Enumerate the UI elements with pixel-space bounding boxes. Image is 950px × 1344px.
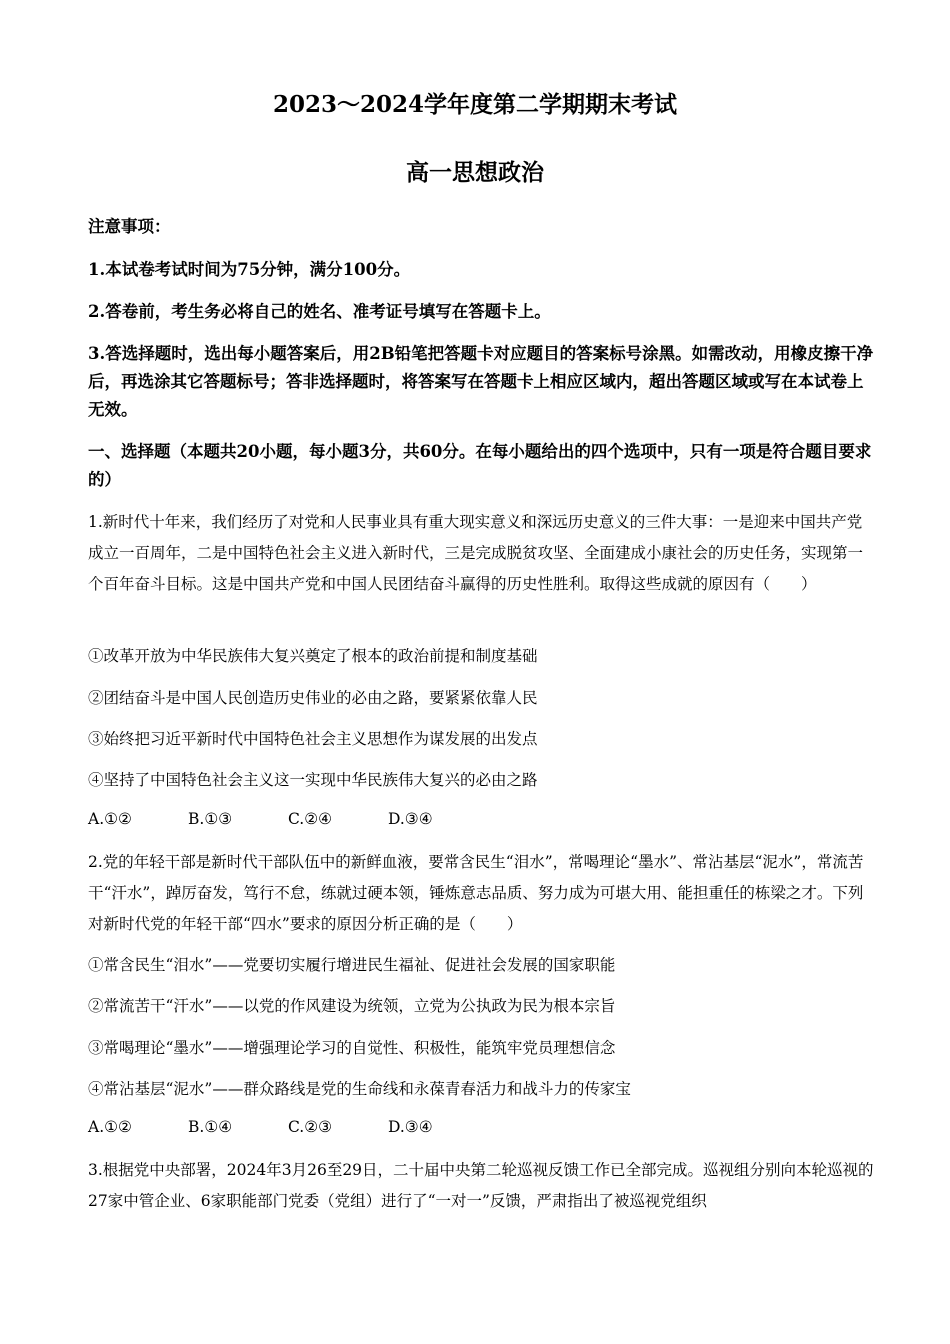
question-option: ②团结奋斗是中国人民创造历史伟业的必由之路，要紧紧依靠人民 [88, 689, 538, 707]
question-option: ④常沾基层“泥水”——群众路线是党的生命线和永葆青春活力和战斗力的传家宝 [88, 1080, 631, 1098]
answer-choice: B.①③ [188, 810, 233, 828]
answer-choice: B.①④ [188, 1118, 233, 1136]
exam-subject: 高一思想政治 [406, 159, 544, 186]
question-option: ①改革开放为中华民族伟大复兴奠定了根本的政治前提和制度基础 [88, 647, 538, 665]
note-item: 1.本试卷考试时间为75分钟，满分100分。 [88, 260, 411, 279]
question-stem: 1.新时代十年来，我们经历了对党和人民事业具有重大现实意义和深远历史意义的三件大事：一是迎来中国共产党成立一百周年，二是中国特色社会主义进入新时代，三是完成脱贫攻坚、全面建成小康社会的历史任务，实现第一个百年奋斗目标。这是中国共产党和中国人民团结奋斗赢得的历史性胜利。取得这些成就的原因有（ ） [88, 513, 864, 593]
notes-heading: 注意事项： [88, 217, 171, 236]
note-item: 2.答卷前，考生务必将自己的姓名、准考证号填写在答题卡上。 [88, 302, 551, 321]
question-option: ②常流苦干“汗水”——以党的作风建设为统领，立党为公执政为民为根本宗旨 [88, 997, 616, 1015]
answer-choice: C.②③ [288, 1118, 333, 1136]
answer-choice: C.②④ [288, 810, 333, 828]
answer-choice: A.①② [88, 810, 132, 828]
question-option: ③始终把习近平新时代中国特色社会主义思想作为谋发展的出发点 [88, 730, 538, 748]
answer-choices [88, 810, 874, 828]
question-option: ③常喝理论“墨水”——增强理论学习的自觉性、积极性，能筑牢党员理想信念 [88, 1039, 616, 1057]
answer-choices [88, 1118, 874, 1136]
question-stem: 2.党的年轻干部是新时代干部队伍中的新鲜血液，要常含民生“泪水”，常喝理论“墨水”、常沾基层“泥水”，常流苦干“汗水”，踔厉奋发，笃行不怠，练就过硬本领，锤炼意志品质、努力成为可堪大用、能担重任的栋梁之才。下列对新时代党的年轻干部“四水”要求的原因分析正确的是（ ） [88, 853, 864, 933]
answer-choice: D.③④ [388, 1118, 433, 1136]
question-option: ①常含民生“泪水”——党要切实履行增进民生福祉、促进社会发展的国家职能 [88, 956, 616, 974]
section-heading: 一、选择题（本题共20小题，每小题3分，共60分。在每小题给出的四个选项中，只有一项是符合题目要求的） [88, 442, 872, 489]
answer-choice: A.①② [88, 1118, 132, 1136]
exam-title: 2023～2024学年度第二学期期末考试 [272, 91, 678, 118]
question-option: ④坚持了中国特色社会主义这一实现中华民族伟大复兴的必由之路 [88, 771, 538, 789]
question-stem: 3.根据党中央部署，2024年3月26至29日，二十届中央第二轮巡视反馈工作已全部完成。巡视组分别向本轮巡视的27家中管企业、6家职能部门党委（党组）进行了“一对一”反馈，严肃指出了被巡视党组织 [88, 1161, 874, 1210]
note-item: 3.答选择题时，选出每小题答案后，用2B铅笔把答题卡对应题目的答案标号涂黑。如需改动，用橡皮擦干净后，再选涂其它答题标号；答非选择题时，将答案写在答题卡上相应区域内，超出答题区域或写在本试卷上无效。 [88, 344, 874, 419]
answer-choice: D.③④ [388, 810, 433, 828]
